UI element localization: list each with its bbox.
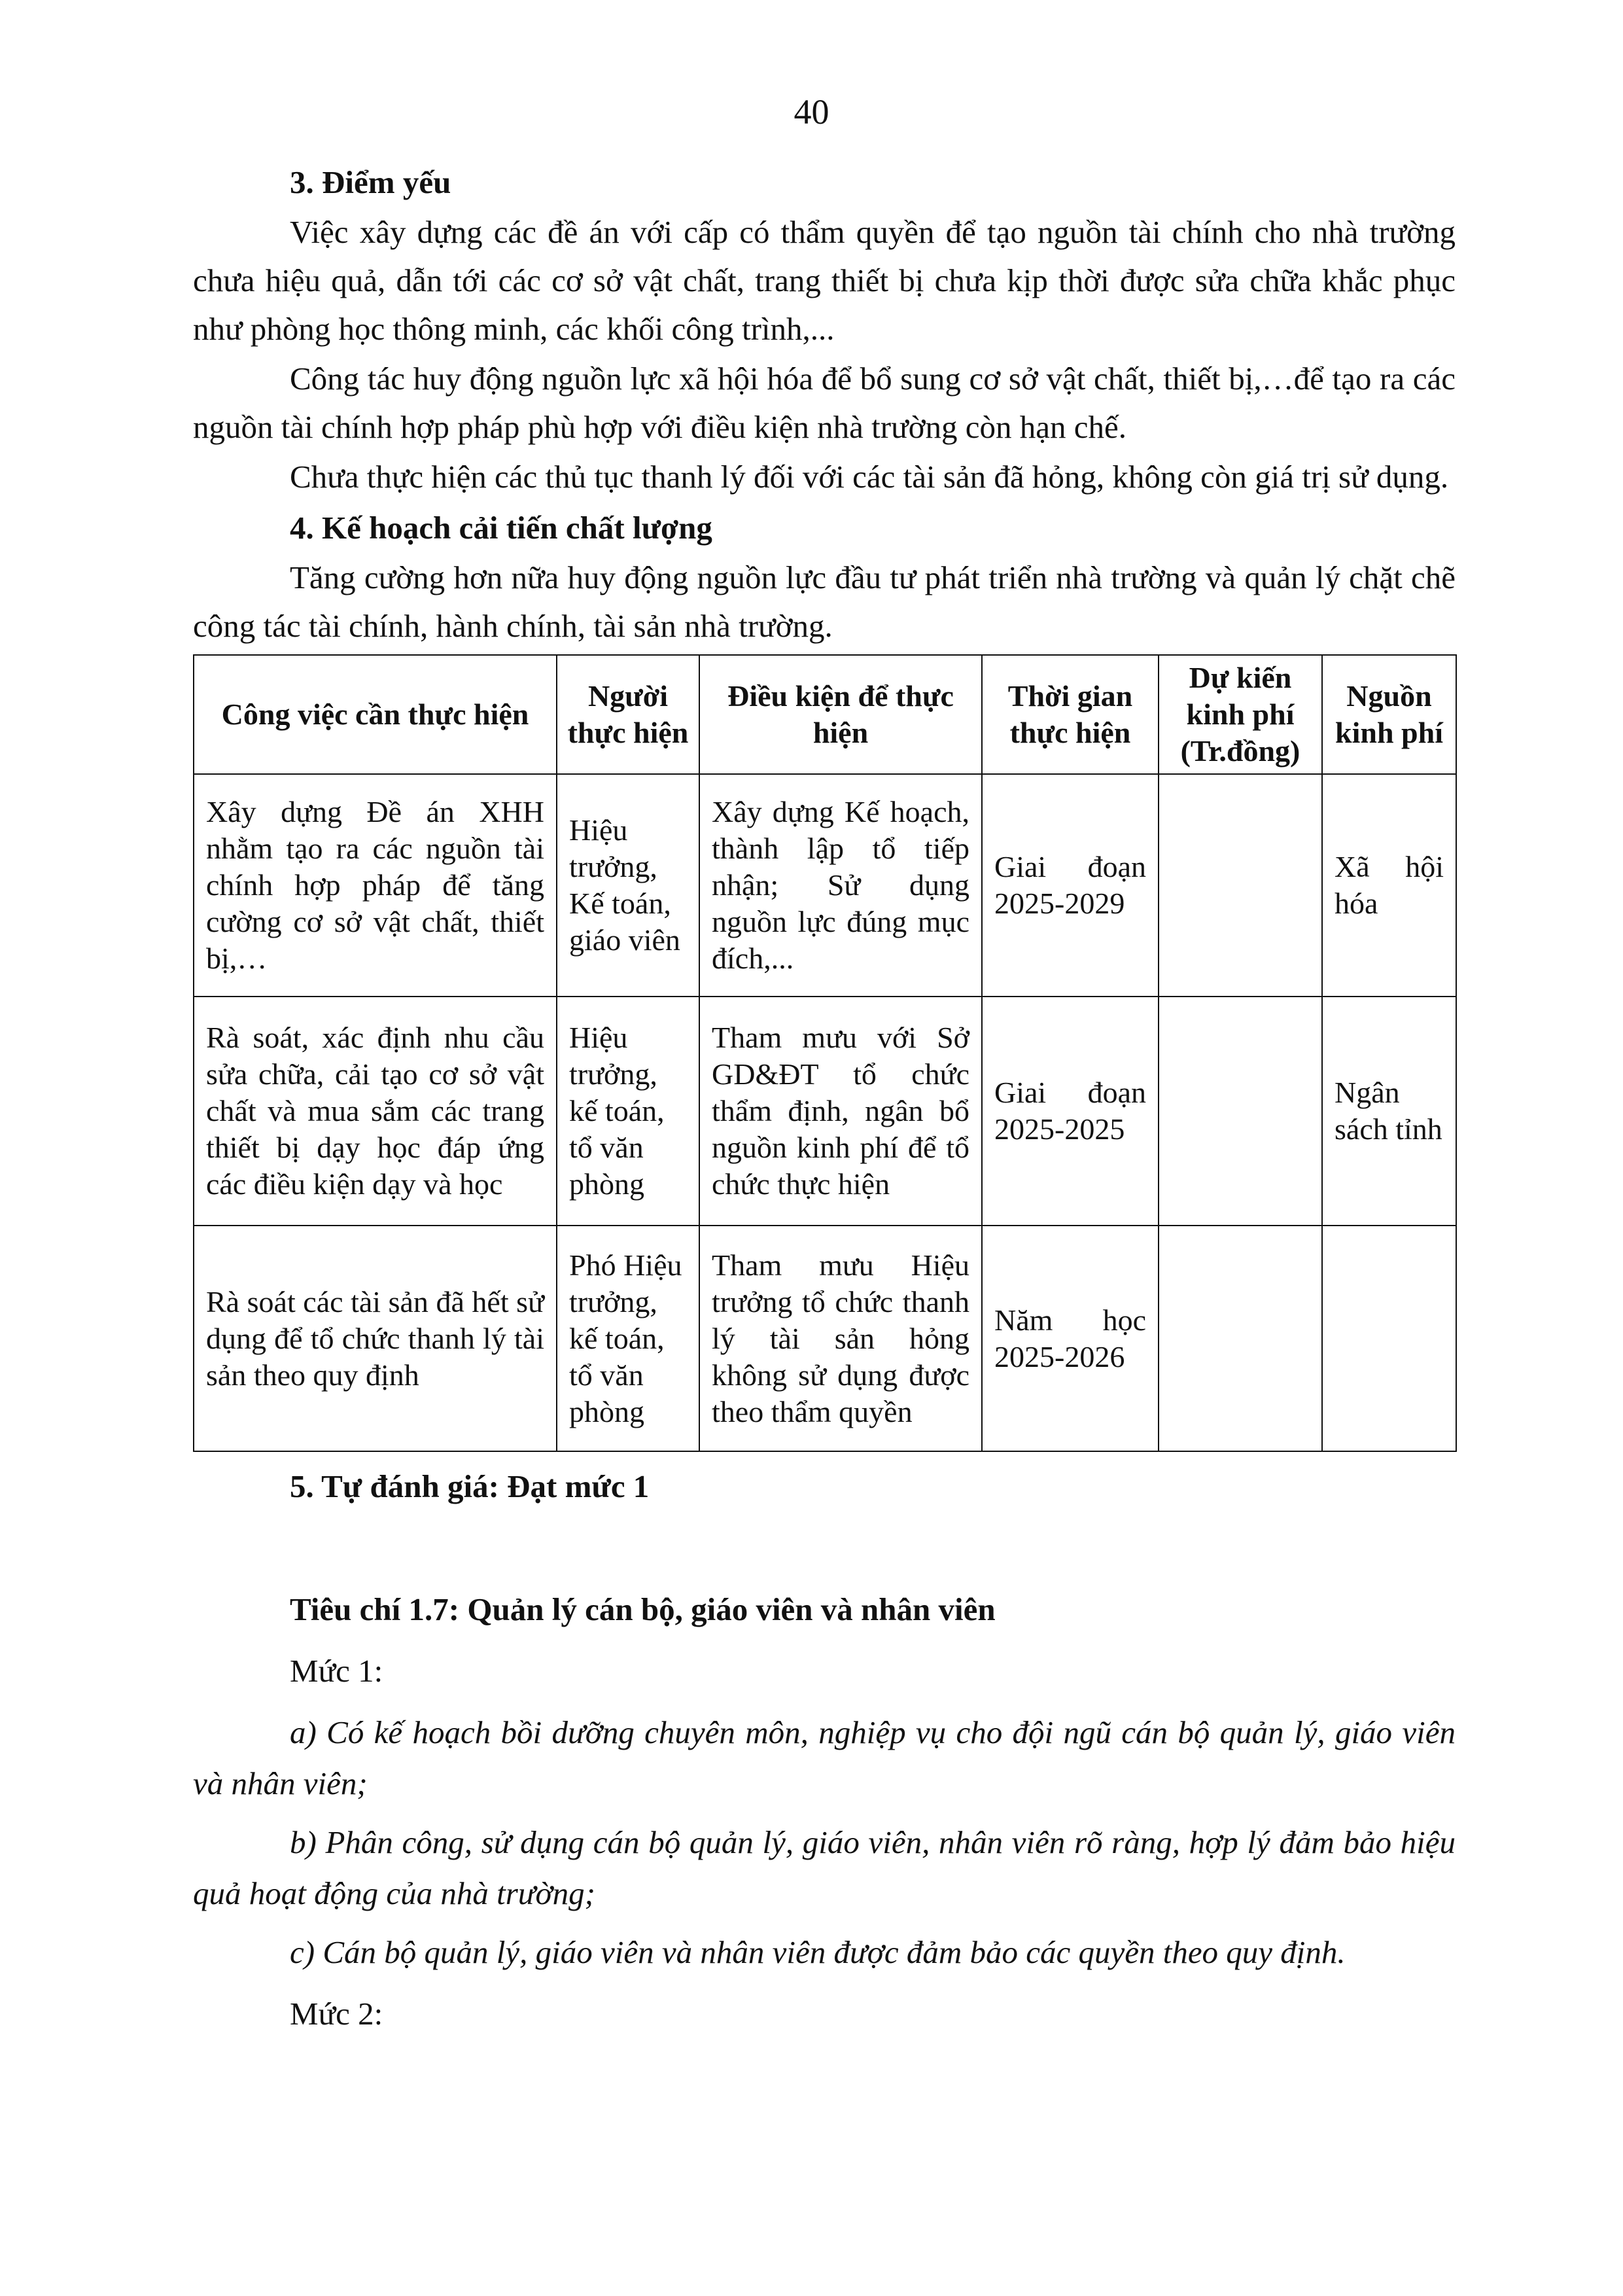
document-body — [193, 157, 1456, 2050]
criterion-item: c) Cán bộ quản lý, giáo viên và nhân viên được đảm bảo các quyền theo quy định. — [290, 1934, 1346, 1970]
table-cell: Hiệu trưởng, kế toán, tổ văn phòng — [557, 997, 699, 1226]
column-header: Thời gian thực hiện — [982, 655, 1159, 774]
improvement-plan-intro: Tăng cường hơn nữa huy động nguồn lực đầu tư phát triển nhà trường và quản lý chặt chẽ công tác tài chính, hành chính, tài sản nhà trường. — [193, 559, 1456, 644]
level-2-label: Mức 2: — [290, 1996, 383, 2032]
improvement-plan-table — [193, 654, 1457, 1452]
weakness-paragraph: Việc xây dựng các đề án với cấp có thẩm quyền để tạo nguồn tài chính cho nhà trường chưa hiệu quả, dẫn tới các cơ sở vật chất, trang thiết bị chưa kịp thời được sửa chữa khắc phục như phòng học thông minh, các khối công trình,... — [193, 214, 1456, 347]
column-header: Công việc cần thực hiện — [194, 655, 557, 774]
page-number: 40 — [794, 92, 829, 132]
table-cell — [1322, 1226, 1456, 1451]
table-cell: Hiệu trưởng, Kế toán, giáo viên — [557, 774, 699, 997]
table-cell: Giai đoạn 2025-2025 — [982, 997, 1159, 1226]
weakness-paragraph: Chưa thực hiện các thủ tục thanh lý đối với các tài sản đã hỏng, không còn giá trị sử dụng. — [290, 459, 1449, 495]
criterion-item: b) Phân công, sử dụng cán bộ quản lý, giáo viên, nhân viên rõ ràng, hợp lý đảm bảo hiệu quả hoạt động của nhà trường; — [193, 1824, 1456, 1911]
table-cell: Xây dựng Kế hoạch, thành lập tổ tiếp nhận; Sử dụng nguồn lực đúng mục đích,... — [699, 774, 982, 997]
table-cell: Rà soát các tài sản đã hết sử dụng để tổ chức thanh lý tài sản theo quy định — [194, 1226, 557, 1451]
table-row — [194, 774, 1456, 997]
table-cell: Rà soát, xác định nhu cầu sửa chữa, cải tạo cơ sở vật chất và mua sắm các trang thiết bị dạy học đáp ứng các điều kiện dạy và học — [194, 997, 557, 1226]
table-cell: Ngân sách tỉnh — [1322, 997, 1456, 1226]
table-cell: Năm học 2025-2026 — [982, 1226, 1159, 1451]
column-header: Người thực hiện — [557, 655, 699, 774]
table-cell: Phó Hiệu trưởng, kế toán, tổ văn phòng — [557, 1226, 699, 1451]
table-cell — [1159, 1226, 1322, 1451]
table-cell — [1159, 997, 1322, 1226]
table-row — [194, 997, 1456, 1226]
column-header: Nguồn kinh phí — [1322, 655, 1456, 774]
table-header-row — [194, 655, 1456, 774]
column-header: Dự kiến kinh phí (Tr.đồng) — [1159, 655, 1322, 774]
self-assessment-heading: 5. Tự đánh giá: Đạt mức 1 — [290, 1468, 650, 1504]
improvement-plan-heading: 4. Kế hoạch cải tiến chất lượng — [290, 510, 712, 546]
criterion-item: a) Có kế hoạch bồi dưỡng chuyên môn, nghiệp vụ cho đội ngũ cán bộ quản lý, giáo viên và nhân viên; — [193, 1714, 1456, 1801]
weakness-heading: 3. Điểm yếu — [290, 164, 451, 200]
table-cell — [1159, 774, 1322, 997]
table-cell: Giai đoạn 2025-2029 — [982, 774, 1159, 997]
table-cell: Tham mưu Hiệu trưởng tổ chức thanh lý tài sản hỏng không sử dụng được theo thẩm quyền — [699, 1226, 982, 1451]
level-1-label: Mức 1: — [290, 1653, 383, 1689]
column-header: Điều kiện để thực hiện — [699, 655, 982, 774]
weakness-paragraph: Công tác huy động nguồn lực xã hội hóa để bổ sung cơ sở vật chất, thiết bị,…để tạo ra các nguồn tài chính hợp pháp phù hợp với điều kiện nhà trường còn hạn chế. — [193, 361, 1456, 445]
spacer — [193, 1512, 1456, 1584]
table-cell: Xã hội hóa — [1322, 774, 1456, 997]
criterion-heading: Tiêu chí 1.7: Quản lý cán bộ, giáo viên và nhân viên — [290, 1591, 996, 1627]
table-cell: Xây dựng Đề án XHH nhằm tạo ra các nguồn tài chính hợp pháp để tăng cường cơ sở vật chất, thiết bị,… — [194, 774, 557, 997]
table-row — [194, 1226, 1456, 1451]
table-cell: Tham mưu với Sở GD&ĐT tổ chức thẩm định, ngân bổ nguồn kinh phí để tổ chức thực hiện — [699, 997, 982, 1226]
